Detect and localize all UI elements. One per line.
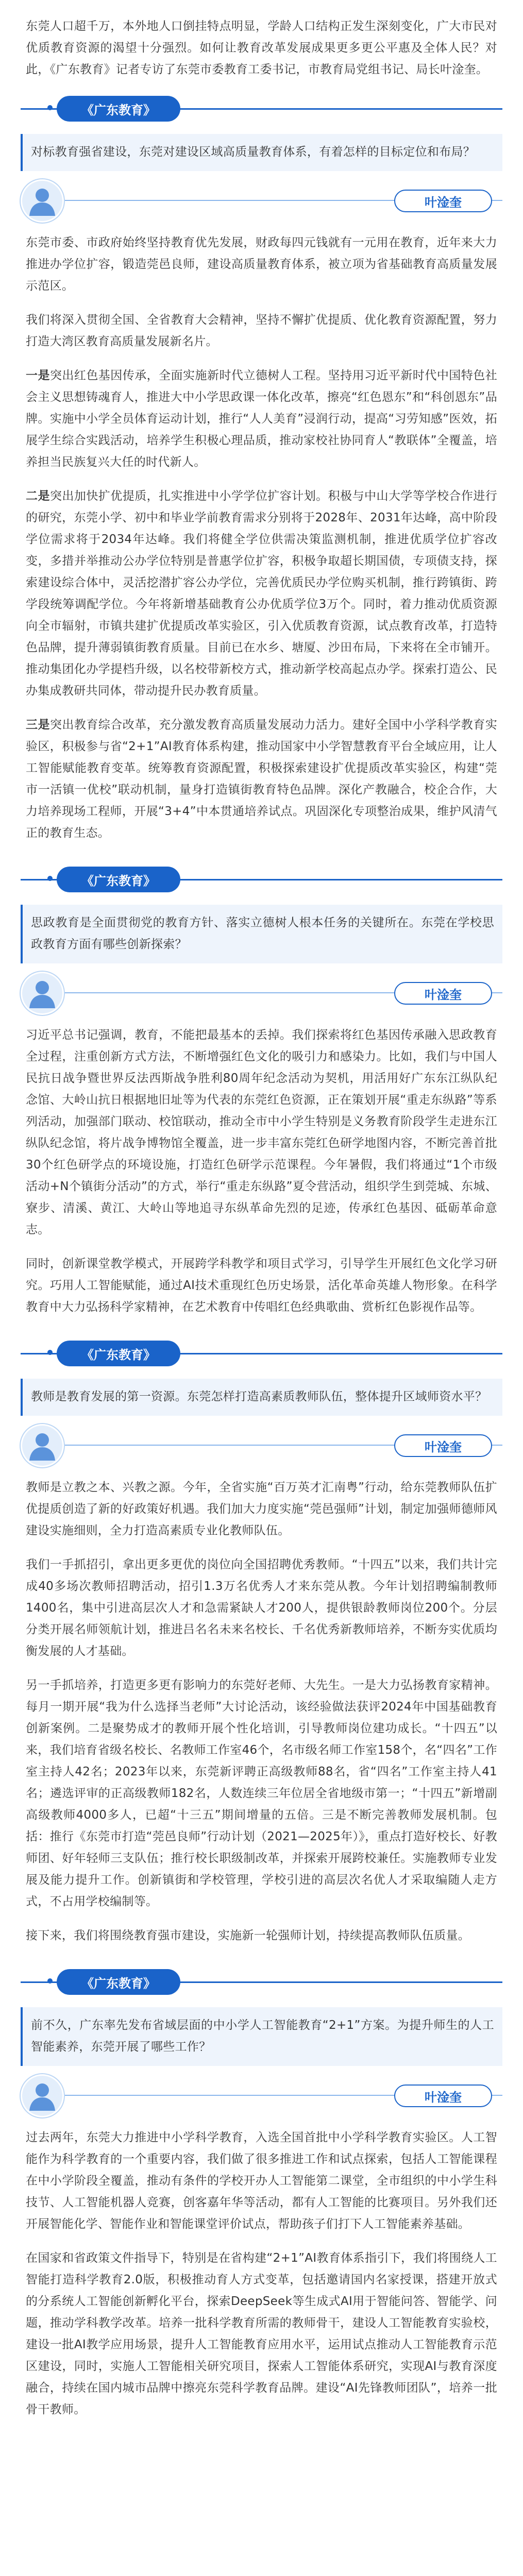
question-box-4 — [21, 2007, 502, 2066]
answer-paragraph: 另一手抓培养，打造更多更有影响力的东莞好老师、大先生。一是大力弘扬教育家精神。每月一期开展“我为什么选择当老师”大讨论活动，该经验做法获评2024年中国基础教育创新案例。二是聚势成才的教师开展个性化培训，引导教师岗位建功成长。“十四五”以来，我们培育省级名校长、名教师工作室46个，名市级名师工作室158个，名“四名”工作室主持人42名；2023年以来，东莞新评聘正高级教师88名，省“四名”工作室主持人41名；遴选评审的正高级教师182名，人数连续三年位居全省地级市第一；“十四五”新增副高级教师4000多人，已超“十三五”期间增量的五倍。三是不断完善教师发展机制。包括：推行《东莞市打造“莞邑良师”行动计划（2021—2025年）》，重点打造好校长、好教师团、好年轻师三支队伍；推行校长职级制改革，并探索开展跨校兼任。实施教师专业发展及能力提升工作。创新镇街和学校管理，学校引进的高层次名优人才采取编随人走方式，不占用学校编制等。 — [26, 1679, 497, 1908]
answer-paragraph: 同时，创新课堂教学模式，开展跨学科教学和项目式学习，引导学生开展红色文化学习研究。巧用人工智能赋能，通过AI技术重现红色历史场景，活化革命英雄人物形象。在科学教育中大力弘扬科学家精神，在艺术教育中传唱红色经典歌曲、赏析红色影视作品等。 — [26, 1257, 497, 1314]
question-box-2 — [21, 905, 502, 963]
bold-marker: 二是 — [26, 489, 50, 503]
speaker-name-badge: 叶淦奎 — [394, 2084, 492, 2107]
magazine-tab: 《广东教育》 — [57, 1969, 180, 1995]
speaker-header-3 — [21, 1424, 502, 1468]
answer-paragraph: 习近平总书记强调，教育，不能把最基本的丢掉。我们探索将红色基因传承融入思政教育全过程，注重创新方式方法，不断增强红色文化的吸引力和感染力。比如，我们与中国人民抗日战争暨世界反法西斯战争胜利80周年纪念活动为契机，用活用好广东东江纵队纪念馆、大岭山抗日根据地旧址等为代表的东莞红色资源，正在策划开展“重走东纵路”等系列活动，加强部门联动、校馆联动，推动全市中小学生特别是义务教育阶段学生走进东江纵队纪念馆，将片战争博物馆全覆盖，进一步丰富东莞红色研学地图内容，不断完善首批30个红色研学点的环境设施，打造红色研学示范课程。今年暑假，我们将通过“1个市级活动+N个镇街分活动”的方式，举行“重走东纵路”夏令营活动，组织学生到莞城、东城、寮步、清溪、黄江、大岭山等地追寻东纵革命先烈的足迹，传承红色基因、砥砺革命意志。 — [26, 1028, 497, 1236]
speaker-name-badge: 叶淦奎 — [394, 190, 492, 212]
speaker-header-1 — [21, 179, 502, 224]
question-header-4 — [21, 1966, 502, 1999]
avatar-icon — [21, 2074, 64, 2117]
answer-paragraph: 东莞市委、市政府始终坚持教育优先发展，财政每四元钱就有一元用在教育，近年来大力推进办学位扩容，锻造莞邑良师，建设高质量教育体系，被立项为省基础教育高质量发展示范区。 — [26, 236, 497, 293]
speaker-header-4 — [21, 2074, 502, 2119]
avatar-icon — [21, 972, 64, 1015]
question-box-3 — [21, 1379, 502, 1416]
bold-marker: 一是 — [26, 369, 50, 382]
answer-paragraph: 二是突出加快扩优提质，扎实推进中小学学位扩容计划。积极与中山大学等学校合作进行的研究，东莞小学、初中和毕业学前教育需求分别将于2028年、2031年达峰，高中阶段学位需求将于2034年达峰。我们将健全学位供需决策监测机制，推进优质学位扩容改变，多措并举推动公办学位特别是普惠学位扩容，积极争取超长期国债，专项债支持，探索建设综合体中，灵活挖潜扩容公办学位，完善优质民办学位购买机制，推行跨镇街、跨学段统筹调配学位。今年将新增基础教育公办优质学位3万个。同时，着力推动优质资源向全市辐射，市镇共建扩优提质改革实验区，引入优质教育资源，试点教育改革，打造特色品牌，提升薄弱镇街教育质量。目前已在水乡、塘厦、沙田布局，下来将在全市铺开。推动集团化办学提档升级，以名校带新校方式，推动新学校高起点办学。探索打造公、民办集成教研共同体，带动提升民办教育质量。 — [26, 489, 497, 698]
question-header-2 — [21, 863, 502, 896]
answer-paragraph: 在国家和省政策文件指导下，特别是在省构建“2+1”AI教育体系指引下，我们将围绕人工智能打造科学教育2.0版，积极推动育人方式变革，包括邀请国内名家授课，搭建开放式的分系统人工智能创新孵化平台，探索DeepSeek等生成式AI用于智能问答、智能学、问题，推动学科教学改革。培养一批科学教育所需的教师骨干，建设人工智能教育实验校，建设一批AI教学应用场景，提升人工智能教育应用水平，运用试点推动人工智能教育示范区建设，同时，实施人工智能相关研究项目，探索人工智能体系研究，实现AI与教育深度融合，持续在国内城市品牌中擦亮东莞科学教育品牌。建设“AI先锋教师团队”，培养一批骨干教师。 — [26, 2251, 497, 2416]
question-text: 前不久，广东率先发布省域层面的中小学人工智能教育“2+1”方案。为提升师生的人工智能素养，东莞开展了哪些工作？ — [31, 2019, 494, 2054]
answer-paragraph: 一是突出红色基因传承，全面实施新时代立德树人工程。坚持用习近平新时代中国特色社会主义思想铸魂育人，推进大中小学思政课一体化改革，擦亮“红色恩东”和“科创恩东”品牌。实施中小学全员体育运动计划，推行“人人美育”浸润行动，提高“习劳知感”医效，拓展学生综合实践活动，培养学生积极心理品质，推动家校社协同育人“教联体”全覆盖，培养担当民族复兴大任的时代新人。 — [26, 369, 497, 469]
question-header-3 — [21, 1337, 502, 1370]
answer-paragraph: 我们一手抓招引，拿出更多更优的岗位向全国招聘优秀教师。“十四五”以来，我们共计完成40多场次教师招聘活动，招引1.3万名优秀人才来东莞从教。今年计划招聘编制教师1400名，集中引进高层次人才和急需紧缺人才200人，提供银龄教师岗位200个。分层分类开展名师领航计划，推进吕名名未来名校长、千名优秀新教师培养，不断夯实优质均衡发展的人才基础。 — [26, 1558, 497, 1658]
question-text: 思政教育是全面贯彻党的教育方针、落实立德树人根本任务的关键所在。东莞在学校思政教育方面有哪些创新探索？ — [31, 916, 494, 951]
magazine-tab: 《广东教育》 — [57, 867, 180, 892]
answer-paragraph: 过去两年，东莞大力推进中小学科学教育，入选全国首批中小学科学教育实验区。人工智能作为科学教育的一个重要内容，我们做了很多推进工作和试点探索，包括人工智能课程在中小学阶段全覆盖，推动有条件的学校开办人工智能第二课堂，全市组织的中小学生科技节、人工智能机器人竞赛，创客嘉年华等活动，都有人工智能的比赛项目。另外我们还开展智能化学、智能作业和智能课堂评价试点，帮助孩子们打下人工智能素养基础。 — [26, 2131, 497, 2231]
magazine-tab: 《广东教育》 — [57, 96, 180, 122]
avatar-icon — [21, 1424, 64, 1467]
question-header-1 — [21, 93, 502, 126]
speaker-header-2 — [21, 972, 502, 1016]
avatar-icon — [21, 179, 64, 223]
bold-marker: 三是 — [26, 718, 50, 732]
speaker-name-badge: 叶淦奎 — [394, 982, 492, 1005]
answer-paragraph: 接下来，我们将围绕教育强市建设，实施新一轮强师计划，持续提高教师队伍质量。 — [26, 1929, 470, 1942]
intro-paragraph: 东莞人口超千万，本外地人口倒挂特点明显，学龄人口结构正发生深刻变化，广大市民对优质教育资源的渴望十分强烈。如何让教育改革发展成果更多更公平惠及全体人民？对此，《广东教育》记者专访了东莞市委教育工委书记，市教育局党组书记、局长叶淦奎。 — [26, 20, 497, 76]
magazine-tab: 《广东教育》 — [57, 1341, 180, 1366]
answer-paragraph: 三是突出教育综合改革，充分激发教育高质量发展动力活力。建好全国中小学科学教育实验区，积极参与省“2+1”AI教育体系构建，推动国家中小学智慧教育平台全域应用，让人工智能赋能教育变革。统筹教育资源配置，积极探索建设扩优提质改革实验区，构建“莞市一活镇一优校”联动机制，量身打造镇街教育特色品牌。深化产教融合，校企合作，大力培养现场工程师，开展“3+4”中本贯通培养试点。巩固深化专项整治成果，维护风清气正的教育生态。 — [26, 718, 497, 840]
question-text: 对标教育强省建设，东莞对建设区域高质量教育体系，有着怎样的目标定位和布局？ — [31, 145, 476, 159]
speaker-name-badge: 叶淦奎 — [394, 1434, 492, 1457]
answer-paragraph: 我们将深入贯彻全国、全省教育大会精神，坚持不懈扩优提质、优化教育资源配置，努力打造大湾区教育高质量发展新名片。 — [26, 313, 497, 348]
question-text: 教师是教育发展的第一资源。东莞怎样打造高素质教师队伍，整体提升区域师资水平？ — [31, 1390, 487, 1403]
answer-paragraph: 教师是立教之本、兴教之源。今年，全省实施“百万英才汇南粤”行动，给东莞教师队伍扩优提质创造了新的好政策好机遇。我们加大力度实施“莞邑强师”计划，制定加强师德师风建设实施细则，全力打造高素质专业化教师队伍。 — [26, 1481, 497, 1537]
question-box-1 — [21, 134, 502, 171]
